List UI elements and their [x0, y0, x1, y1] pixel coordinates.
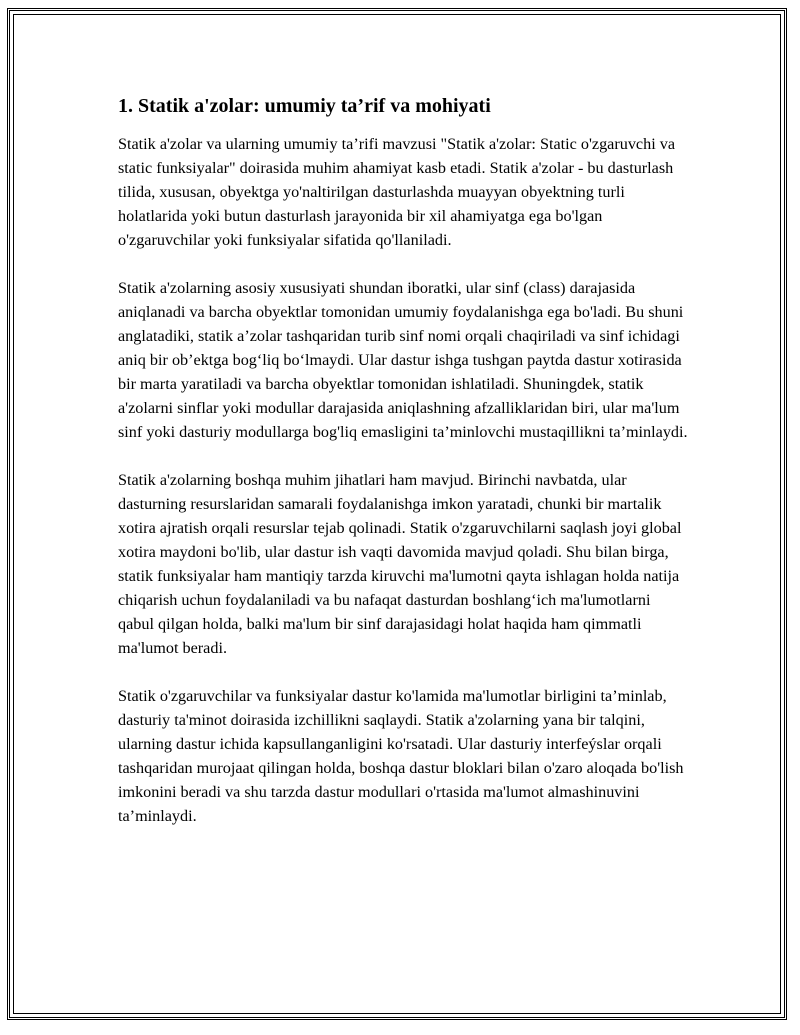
paragraph-1: Statik a'zolar va ularning umumiy ta’rifi mavzusi "Statik a'zolar: Static o'zgaruvchi va static funksiyalar" doirasida muhim ahamiyat kasb etadi. Statik a'zolar - bu dasturlash tilida, xususan, obyektga yo'naltirilgan dasturlashda muayyan obyektning turli holatlarida yoki butun dasturlash jarayonida bir xil ahamiyatga ega bo'lgan o'zgaruvchilar yoki funksiyalar sifatida qo'llaniladi. — [118, 135, 676, 249]
section-heading: 1. Statik a'zolar: umumiy ta’rif va mohiyati — [118, 95, 491, 117]
paragraph-3: Statik a'zolarning boshqa muhim jihatlari ham mavjud. Birinchi navbatda, ular dasturning resurslaridan samarali foydalanishga imkon yaratadi, chunki bir martalik xotira ajratish orqali resurslar tejab qolinadi. Statik o'zgaruvchilarni saqlash joyi global xotira maydoni bo'lib, ular dastur ish vaqti davomida mavjud qoladi. Shu bilan birga, statik funksiyalar ham mantiqiy tarzda kiruvchi ma'lumotni qayta ishlagan holda natija chiqarish uchun foydalaniladi va bu nafaqat dasturdan boshlang‘ich ma'lumotlarni qabul qilgan holda, balki ma'lum bir sinf darajasidagi holat haqida ham qimmatli ma'lumot beradi. — [118, 471, 682, 657]
document-body — [118, 92, 688, 852]
paragraph-2: Statik a'zolarning asosiy xususiyati shundan iboratki, ular sinf (class) darajasida aniqlanadi va barcha obyektlar tomonidan umumiy foydalanishga ega bo'ladi. Bu shuni anglatadiki, statik a’zolar tashqaridan turib sinf nomi orqali chaqiriladi va sinf ichidagi aniq bir ob’ektga bog‘liq bo‘lmaydi. Ular dastur ishga tushgan paytda dastur xotirasida bir marta yaratiladi va barcha obyektlar tomonidan ishlatiladi. Shuningdek, statik a'zolarni sinflar yoki modullar darajasida aniqlashning afzalliklaridan biri, ular ma'lum sinf yoki dasturiy modullarga bog'liq emasligini ta’minlovchi mustaqillikni ta’minlaydi. — [118, 279, 688, 441]
paragraph-4: Statik o'zgaruvchilar va funksiyalar dastur ko'lamida ma'lumotlar birligini ta’minlab, dasturiy ta'minot doirasida izchillikni saqlaydi. Statik a'zolarning yana bir talqini, ularning dastur ichida kapsullanganligini ko'rsatadi. Ular dasturiy interfeýslar orqali tashqaridan murojaat qilingan holda, boshqa dastur bloklari bilan o'zaro aloqada bo'lish imkonini beradi va shu tarzda dastur modullari o'rtasida ma'lumot almashinuvini ta’minlaydi. — [118, 687, 684, 825]
